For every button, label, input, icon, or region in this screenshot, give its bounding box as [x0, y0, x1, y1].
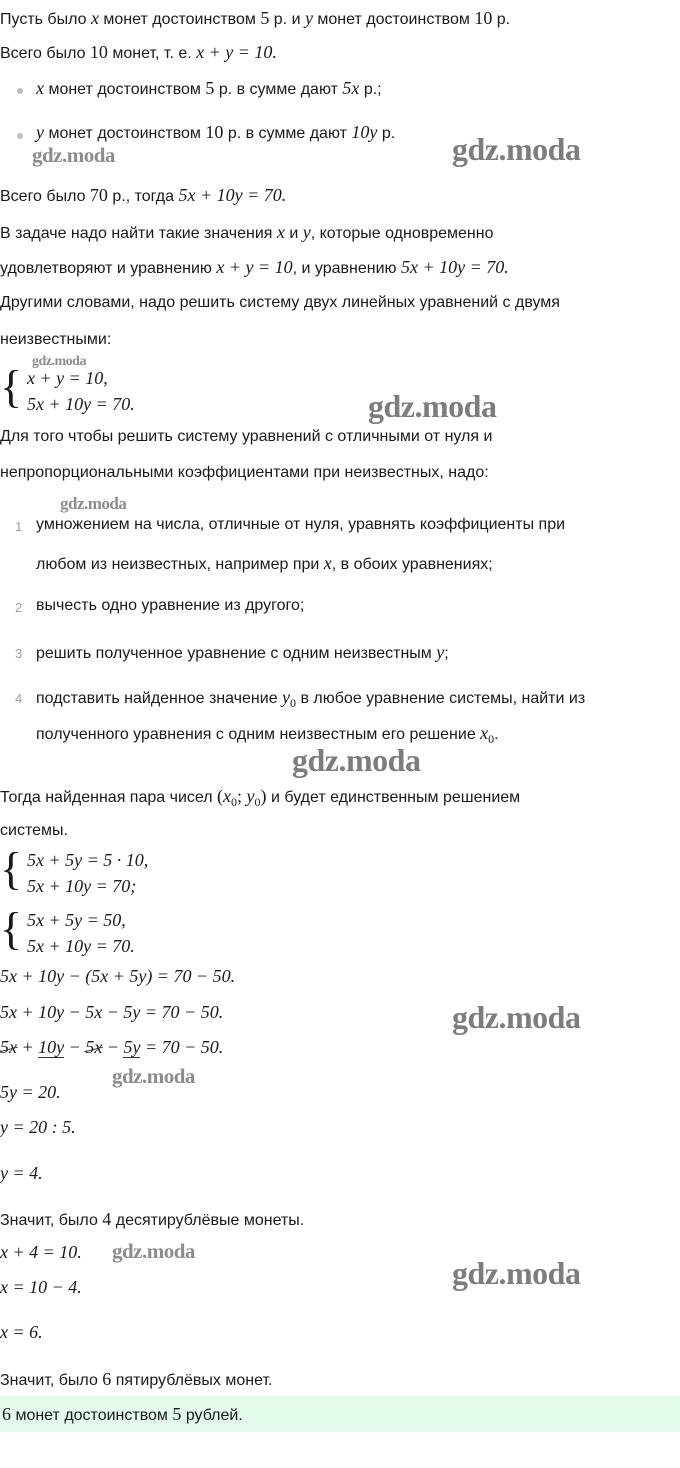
- step-number: 1: [15, 519, 23, 534]
- text: рублей.: [181, 1406, 243, 1424]
- math-number: 10: [474, 8, 493, 28]
- text: Тогда найденная пара чисел: [0, 789, 218, 806]
- bullet-dot: [17, 133, 23, 139]
- system-row: 5x + 10y = 70.: [27, 936, 135, 956]
- watermark: gdz.moda: [112, 1239, 195, 1263]
- math-equation: x + y = 10: [216, 257, 293, 277]
- math-x: x: [480, 723, 489, 743]
- math-y: y: [304, 8, 313, 28]
- underlined-term: 10y: [38, 1037, 65, 1057]
- step-4-line-1: [36, 687, 585, 711]
- text: любом из неизвестных, например при: [36, 556, 324, 573]
- text: В задаче надо найти такие значения: [0, 225, 277, 242]
- text: в любое уравнение системы, найти из: [296, 690, 586, 707]
- watermark: gdz.moda: [452, 131, 581, 167]
- solve-eq-4: 5y = 20.: [0, 1082, 61, 1102]
- method-line-1: Для того чтобы решить систему уравнений с отличными от нуля и: [0, 428, 493, 445]
- text: Всего было: [0, 45, 90, 62]
- text: , и уравнению: [292, 260, 401, 277]
- math-x: x: [223, 786, 232, 806]
- bullet-item-2: [36, 122, 395, 143]
- conclusion-2: [0, 1369, 272, 1390]
- math-equation: 5x + 10y = 70.: [178, 185, 287, 205]
- text: и будет единственным решением: [266, 789, 521, 806]
- text: р.: [492, 11, 511, 28]
- then-line-2: системы.: [0, 822, 68, 839]
- text: десятирублёвые монеты.: [111, 1212, 305, 1229]
- text: р.;: [359, 81, 382, 98]
- step-number: 2: [15, 600, 23, 615]
- text: монет достоинством: [44, 125, 206, 142]
- intro-line-3: [0, 185, 286, 206]
- math-x: x: [90, 8, 99, 28]
- brace: {: [0, 903, 23, 954]
- system-row: x + y = 10,: [27, 368, 108, 388]
- text: монет достоинством: [312, 11, 475, 28]
- text: монет достоинством: [44, 81, 206, 98]
- intro-line-4: [0, 222, 494, 243]
- answer-box: [0, 1396, 680, 1432]
- solve-eq-9: x = 6.: [0, 1322, 43, 1342]
- text: Пусть было: [0, 11, 91, 28]
- step-number: 3: [15, 646, 23, 661]
- math-subscript: 0: [488, 732, 495, 747]
- math-y: y: [436, 642, 445, 662]
- watermark: gdz.moda: [452, 1255, 581, 1291]
- math-rest: = 70 − 50.: [140, 1037, 224, 1057]
- text: пятирублёвых монет.: [111, 1372, 273, 1389]
- math-number: 10: [205, 122, 224, 142]
- math-equation: 5x + 10y = 70.: [400, 257, 509, 277]
- watermark: gdz.moda: [368, 388, 497, 424]
- bullet-item-1: [36, 78, 382, 99]
- math-number: 70: [89, 185, 108, 205]
- math-y: y: [282, 687, 291, 707]
- math-number: 5: [172, 1403, 182, 1424]
- intro-line-1: [0, 8, 510, 29]
- math-y: y: [36, 122, 44, 142]
- text: подставить найденное значение: [36, 690, 283, 707]
- bullet-dot: [17, 88, 23, 94]
- intro-line-7: неизвестными:: [0, 331, 112, 348]
- math-number: 4: [102, 1209, 112, 1229]
- math-expression: 10y: [351, 122, 378, 142]
- math-equation: x + y = 10.: [196, 42, 277, 62]
- text: , в обоих уравнениях;: [331, 556, 493, 573]
- text: решить полученное уравнение с одним неизвестным: [36, 645, 437, 662]
- text: монет достоинством: [11, 1406, 173, 1424]
- math-y: y: [302, 222, 311, 242]
- system-row: 5x + 5y = 5 · 10,: [27, 850, 149, 870]
- math-number: 5: [260, 8, 270, 28]
- system-row: 5x + 10y = 70;: [27, 876, 137, 896]
- text: монет, т. е.: [107, 45, 197, 62]
- conclusion-1: [0, 1209, 304, 1230]
- solve-eq-1: 5x + 10y − (5x + 5y) = 70 − 50.: [0, 966, 236, 986]
- text: и: [284, 225, 303, 242]
- intro-line-5: [0, 257, 509, 278]
- math-expression: 5x: [342, 78, 360, 98]
- step-4-line-2: [36, 723, 499, 747]
- math-op: −: [102, 1037, 124, 1057]
- text: ;: [444, 645, 449, 662]
- text: удовлетворяют и уравнению: [0, 260, 217, 277]
- step-3-line-1: [36, 642, 449, 663]
- math-subscript: 0: [231, 795, 238, 810]
- text: монет достоинством: [98, 11, 261, 28]
- solve-eq-6: y = 4.: [0, 1163, 43, 1183]
- math-paren: ): [260, 786, 267, 806]
- text: р. в сумме дают: [214, 81, 343, 98]
- solve-eq-3: [0, 1037, 223, 1058]
- math-x: x: [323, 553, 332, 573]
- solve-eq-5: y = 20 : 5.: [0, 1117, 76, 1137]
- text: , которые одновременно: [310, 225, 494, 242]
- watermark: gdz.moda: [452, 999, 581, 1035]
- math-x: x: [276, 222, 285, 242]
- brace: {: [0, 361, 23, 412]
- math-number: 5: [205, 78, 215, 98]
- text: Значит, было: [0, 1372, 103, 1389]
- text: .: [494, 726, 499, 743]
- text: р. и: [269, 11, 305, 28]
- intro-line-6: Другими словами, надо решить систему двух линейных уравнений с двумя: [0, 294, 560, 311]
- solve-eq-7: x + 4 = 10.: [0, 1242, 82, 1262]
- solve-eq-2: 5x + 10y − 5x − 5y = 70 − 50.: [0, 1002, 224, 1022]
- math-separator: ;: [237, 786, 247, 806]
- math-number: 10: [89, 42, 108, 62]
- step-1-line-2: [36, 553, 493, 574]
- text: р.: [377, 125, 396, 142]
- math-subscript: 0: [290, 696, 297, 711]
- system-row: 5x + 5y = 50,: [27, 910, 126, 930]
- text: полученного уравнения с одним неизвестным его решение: [36, 726, 481, 743]
- math-y: y: [246, 786, 255, 806]
- watermark: gdz.moda: [292, 742, 421, 778]
- math-subscript: 0: [254, 795, 261, 810]
- solve-eq-8: x = 10 − 4.: [0, 1277, 82, 1297]
- cancelled-term: 5x: [85, 1037, 103, 1057]
- math-number: 6: [102, 1369, 112, 1389]
- brace: {: [0, 843, 23, 894]
- watermark: gdz.moda: [60, 494, 127, 513]
- intro-line-2: [0, 42, 277, 63]
- then-line-1: [0, 786, 520, 810]
- watermark: gdz.moda: [32, 143, 115, 167]
- method-line-2: непропорциональными коэффициентами при неизвестных, надо:: [0, 464, 489, 481]
- math-number: 6: [2, 1403, 11, 1424]
- step-2-line-1: вычесть одно уравнение из другого;: [36, 597, 305, 614]
- system-row: 5x + 10y = 70.: [27, 394, 135, 414]
- step-number: 4: [15, 691, 23, 706]
- text: Значит, было: [0, 1212, 103, 1229]
- text: р. в сумме дают: [223, 125, 352, 142]
- math-x: x: [36, 78, 44, 98]
- watermark: gdz.moda: [112, 1064, 195, 1088]
- step-1-line-1: умножением на числа, отличные от нуля, уравнять коэффициенты при: [36, 516, 566, 533]
- answer-text: [0, 1404, 243, 1425]
- math-op: +: [17, 1037, 39, 1057]
- cancelled-term: 5x: [0, 1037, 17, 1057]
- text: р., тогда: [107, 188, 179, 205]
- math-paren: (: [217, 786, 224, 806]
- underlined-term: 5y: [123, 1037, 141, 1057]
- math-op: −: [64, 1037, 86, 1057]
- watermark: gdz.moda: [32, 354, 86, 369]
- text: Всего было: [0, 188, 90, 205]
